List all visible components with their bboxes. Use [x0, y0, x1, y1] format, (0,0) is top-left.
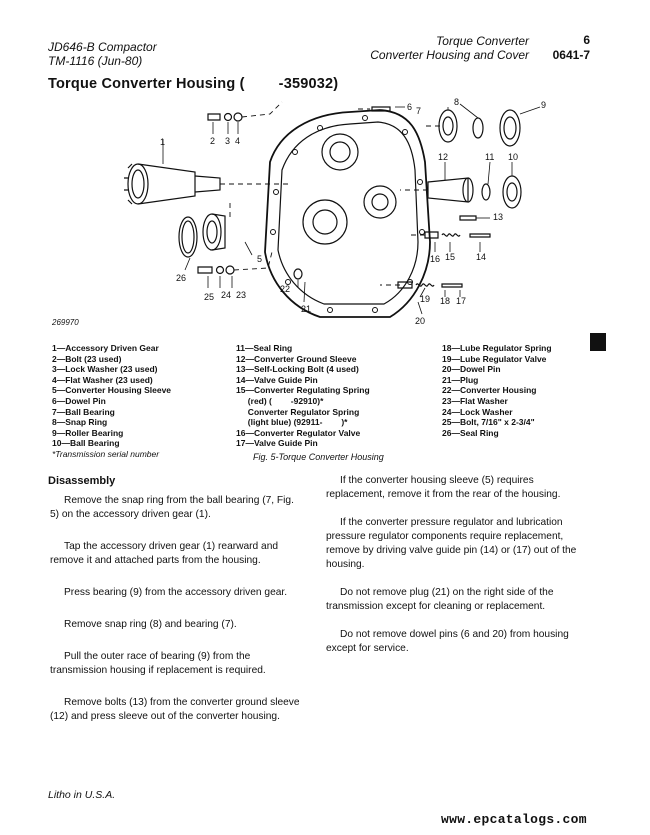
callout-19: 19: [420, 294, 431, 304]
paragraph: Remove bolts (13) from the converter ground sleeve (12) and press sleeve out of the converter housing.: [50, 697, 300, 722]
right-column-text: [326, 474, 581, 669]
legend-item: 22—Converter Housing: [442, 385, 537, 396]
legend-item: 21—Plug: [442, 374, 479, 385]
callout-17: 17: [456, 296, 467, 306]
callout-13: 13: [493, 212, 504, 222]
figure-reference: 269970: [52, 318, 79, 327]
legend-item: 15—Converter Regulating Spring: [236, 385, 370, 396]
legend-item: 8—Snap Ring: [52, 417, 108, 428]
legend-item: 25—Bolt, 7/16" x 2-3/4": [442, 417, 535, 428]
legend-column-2: [236, 343, 370, 449]
title-serial: -359032): [278, 76, 339, 92]
paragraph: Remove snap ring (8) and bearing (7).: [64, 619, 237, 630]
page-code: 0641-7: [552, 48, 590, 62]
left-column-text: [50, 494, 305, 737]
title-text: Torque Converter Housing (: [48, 76, 245, 92]
legend-item: (light blue) (92911- )*: [236, 417, 348, 428]
callout-14: 14: [476, 252, 487, 262]
callout-26: 26: [176, 273, 187, 283]
legend-item: 24—Lock Washer: [442, 406, 513, 417]
callout-8: 8: [454, 97, 460, 107]
legend-item: 4—Flat Washer (23 used): [52, 374, 153, 385]
paragraph: If the converter pressure regulator and lubrication pressure regulator components require replacement, remove by driving valve guide pin (14) or (17) out of the housing.: [326, 517, 577, 570]
callout-21: 21: [301, 304, 312, 314]
callout-2: 2: [210, 136, 216, 146]
paragraph: Pull the outer race of bearing (9) from the transmission housing if replacement is required.: [50, 651, 266, 676]
callout-22: 22: [280, 284, 291, 294]
legend-item: 12—Converter Ground Sleeve: [236, 353, 357, 364]
figure-caption: Fig. 5-Torque Converter Housing: [253, 452, 384, 462]
legend-item: 2—Bolt (23 used): [52, 353, 122, 364]
legend-item: 18—Lube Regulator Spring: [442, 343, 552, 353]
paragraph: If the converter housing sleeve (5) requires replacement, remove it from the rear of the housing.: [326, 475, 561, 500]
legend-item: 16—Converter Regulator Valve: [236, 427, 361, 438]
torque-converter-diagram: [20, 92, 600, 334]
page-number: 6: [583, 33, 590, 47]
callout-18: 18: [440, 296, 451, 306]
paragraph: Do not remove plug (21) on the right side of the transmission except for cleaning or replacement.: [326, 587, 554, 612]
paragraph: Do not remove dowel pins (6 and 20) from housing except for service.: [326, 629, 569, 654]
footer-litho: Litho in U.S.A.: [48, 789, 116, 801]
legend-item: 14—Valve Guide Pin: [236, 374, 318, 385]
legend-item: 23—Flat Washer: [442, 395, 508, 406]
callout-9: 9: [541, 100, 547, 110]
legend-item: 1—Accessory Driven Gear: [52, 343, 159, 353]
legend-item: 17—Valve Guide Pin: [236, 438, 318, 449]
legend-item: (red) ( -92910)*: [236, 395, 324, 406]
callout-4: 4: [235, 136, 241, 146]
legend-item: 7—Ball Bearing: [52, 406, 115, 417]
callout-5: 5: [257, 254, 263, 264]
callout-12: 12: [438, 152, 449, 162]
legend-item: 19—Lube Regulator Valve: [442, 353, 547, 364]
page-title: [48, 76, 338, 92]
paragraph: Tap the accessory driven gear (1) rearward and remove it and attached parts from the housing.: [50, 541, 279, 566]
callout-10: 10: [508, 152, 519, 162]
callout-25: 25: [204, 292, 215, 302]
legend-column-1: [52, 343, 171, 460]
callout-7: 7: [416, 106, 422, 116]
callout-16: 16: [430, 254, 441, 264]
callout-24: 24: [221, 290, 232, 300]
legend-item: Converter Regulator Spring: [236, 406, 360, 417]
callout-15: 15: [445, 252, 456, 262]
legend-item: 3—Lock Washer (23 used): [52, 364, 158, 375]
header-manual: TM-1116 (Jun-80): [48, 54, 143, 68]
legend-item: 10—Ball Bearing: [52, 438, 120, 449]
legend-column-3: [442, 343, 552, 438]
callout-6: 6: [407, 102, 413, 112]
header-model: JD646-B Compactor: [48, 40, 157, 54]
footer-website: www.epcatalogs.com: [441, 812, 587, 827]
paragraph: Remove the snap ring from the ball bearing (7, Fig. 5) on the accessory driven gear (1).: [50, 495, 294, 520]
callout-20: 20: [415, 316, 426, 326]
legend-item: 13—Self-Locking Bolt (4 used): [236, 364, 359, 375]
paragraph: Press bearing (9) from the accessory driven gear.: [64, 587, 288, 598]
section-heading: Disassembly: [48, 475, 116, 487]
legend-item: 20—Dowel Pin: [442, 364, 501, 375]
legend-item: 26—Seal Ring: [442, 427, 499, 438]
header-section: Torque Converter: [436, 34, 529, 48]
legend-footnote: *Transmission serial number: [52, 448, 160, 459]
legend-item: 11—Seal Ring: [236, 343, 293, 353]
legend-item: 6—Dowel Pin: [52, 395, 106, 406]
legend-item: 9—Roller Bearing: [52, 427, 124, 438]
header-subsection: Converter Housing and Cover: [370, 48, 529, 62]
callout-1: 1: [160, 137, 166, 147]
section-tab-marker: [590, 333, 606, 351]
callout-23: 23: [236, 290, 247, 300]
legend-item: 5—Converter Housing Sleeve: [52, 385, 172, 396]
callout-3: 3: [225, 136, 231, 146]
callout-11: 11: [485, 152, 495, 162]
